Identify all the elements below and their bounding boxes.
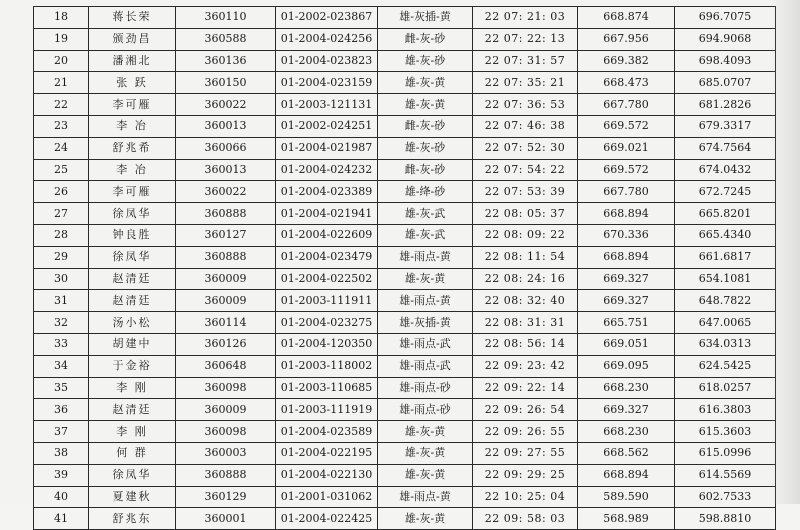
plumage-cell: 雌-灰-砂 bbox=[378, 159, 473, 181]
distance-cell: 669.327 bbox=[578, 399, 675, 421]
club-id-cell: 360588 bbox=[176, 28, 276, 50]
club-id-cell: 360098 bbox=[176, 377, 276, 399]
rank-cell: 41 bbox=[34, 508, 89, 530]
distance-cell: 669.382 bbox=[578, 50, 675, 72]
table-row bbox=[34, 399, 776, 421]
distance-cell: 668.894 bbox=[578, 464, 675, 486]
speed-cell: 602.7533 bbox=[675, 486, 776, 508]
arrival-time-cell: 22 07: 46: 38 bbox=[473, 115, 578, 137]
plumage-cell: 雄-雨点-黄 bbox=[378, 246, 473, 268]
table-row bbox=[34, 224, 776, 246]
club-id-cell: 360114 bbox=[176, 312, 276, 334]
speed-cell: 614.5569 bbox=[675, 464, 776, 486]
distance-cell: 568.989 bbox=[578, 508, 675, 530]
plumage-cell: 雄-灰-黄 bbox=[378, 72, 473, 94]
name-cell: 于金裕 bbox=[89, 355, 176, 377]
ring-number-cell: 01-2004-024256 bbox=[276, 28, 378, 50]
rank-cell: 18 bbox=[34, 7, 89, 29]
club-id-cell: 360127 bbox=[176, 224, 276, 246]
name-cell: 颁劲昌 bbox=[89, 28, 176, 50]
rank-cell: 40 bbox=[34, 486, 89, 508]
ring-number-cell: 01-2004-023823 bbox=[276, 50, 378, 72]
distance-cell: 669.327 bbox=[578, 268, 675, 290]
arrival-time-cell: 22 07: 35: 21 bbox=[473, 72, 578, 94]
table-row bbox=[34, 508, 776, 530]
arrival-time-cell: 22 07: 21: 03 bbox=[473, 7, 578, 29]
table-row bbox=[34, 268, 776, 290]
name-cell: 张 跃 bbox=[89, 72, 176, 94]
page-edge-shadow bbox=[770, 0, 800, 504]
name-cell: 徐凤华 bbox=[89, 246, 176, 268]
rank-cell: 29 bbox=[34, 246, 89, 268]
ring-number-cell: 01-2003-110685 bbox=[276, 377, 378, 399]
plumage-cell: 雄-灰-黄 bbox=[378, 268, 473, 290]
rank-cell: 23 bbox=[34, 115, 89, 137]
arrival-time-cell: 22 10: 25: 04 bbox=[473, 486, 578, 508]
plumage-cell: 雄-雨点-武 bbox=[378, 333, 473, 355]
name-cell: 潘湘北 bbox=[89, 50, 176, 72]
name-cell: 夏建秋 bbox=[89, 486, 176, 508]
table-row bbox=[34, 442, 776, 464]
distance-cell: 668.562 bbox=[578, 442, 675, 464]
distance-cell: 589.590 bbox=[578, 486, 675, 508]
distance-cell: 667.780 bbox=[578, 181, 675, 203]
ring-number-cell: 01-2003-121131 bbox=[276, 94, 378, 116]
club-id-cell: 360022 bbox=[176, 94, 276, 116]
rank-cell: 35 bbox=[34, 377, 89, 399]
club-id-cell: 360009 bbox=[176, 268, 276, 290]
name-cell: 何 群 bbox=[89, 442, 176, 464]
plumage-cell: 雌-灰-砂 bbox=[378, 28, 473, 50]
name-cell: 赵清廷 bbox=[89, 290, 176, 312]
distance-cell: 668.473 bbox=[578, 72, 675, 94]
rank-cell: 21 bbox=[34, 72, 89, 94]
speed-cell: 598.8810 bbox=[675, 508, 776, 530]
name-cell: 胡建中 bbox=[89, 333, 176, 355]
club-id-cell: 360098 bbox=[176, 421, 276, 443]
plumage-cell: 雄-雨点-武 bbox=[378, 355, 473, 377]
table-body bbox=[34, 7, 776, 530]
club-id-cell: 360003 bbox=[176, 442, 276, 464]
plumage-cell: 雄-雨点-黄 bbox=[378, 486, 473, 508]
name-cell: 李可雁 bbox=[89, 94, 176, 116]
arrival-time-cell: 22 08: 09: 22 bbox=[473, 224, 578, 246]
name-cell: 钟良胜 bbox=[89, 224, 176, 246]
arrival-time-cell: 22 07: 31: 57 bbox=[473, 50, 578, 72]
club-id-cell: 360126 bbox=[176, 333, 276, 355]
speed-cell: 615.0996 bbox=[675, 442, 776, 464]
club-id-cell: 360888 bbox=[176, 203, 276, 225]
plumage-cell: 雄-灰-黄 bbox=[378, 442, 473, 464]
plumage-cell: 雄-灰-武 bbox=[378, 203, 473, 225]
speed-cell: 654.1081 bbox=[675, 268, 776, 290]
table-row bbox=[34, 181, 776, 203]
speed-cell: 674.0432 bbox=[675, 159, 776, 181]
name-cell: 蒋长荣 bbox=[89, 7, 176, 29]
arrival-time-cell: 22 07: 53: 39 bbox=[473, 181, 578, 203]
distance-cell: 669.051 bbox=[578, 333, 675, 355]
name-cell: 赵清廷 bbox=[89, 268, 176, 290]
arrival-time-cell: 22 08: 24: 16 bbox=[473, 268, 578, 290]
arrival-time-cell: 22 09: 26: 55 bbox=[473, 421, 578, 443]
arrival-time-cell: 22 09: 29: 25 bbox=[473, 464, 578, 486]
table-row bbox=[34, 50, 776, 72]
club-id-cell: 360888 bbox=[176, 246, 276, 268]
ring-number-cell: 01-2003-118002 bbox=[276, 355, 378, 377]
arrival-time-cell: 22 09: 27: 55 bbox=[473, 442, 578, 464]
name-cell: 李 冶 bbox=[89, 159, 176, 181]
speed-cell: 665.4340 bbox=[675, 224, 776, 246]
name-cell: 李 刚 bbox=[89, 377, 176, 399]
rank-cell: 39 bbox=[34, 464, 89, 486]
club-id-cell: 360648 bbox=[176, 355, 276, 377]
arrival-time-cell: 22 09: 26: 54 bbox=[473, 399, 578, 421]
ring-number-cell: 01-2004-023479 bbox=[276, 246, 378, 268]
plumage-cell: 雄-灰插-黄 bbox=[378, 312, 473, 334]
speed-cell: 624.5425 bbox=[675, 355, 776, 377]
arrival-time-cell: 22 08: 31: 31 bbox=[473, 312, 578, 334]
rank-cell: 25 bbox=[34, 159, 89, 181]
name-cell: 舒兆东 bbox=[89, 508, 176, 530]
table-row bbox=[34, 115, 776, 137]
arrival-time-cell: 22 09: 22: 14 bbox=[473, 377, 578, 399]
ring-number-cell: 01-2001-031062 bbox=[276, 486, 378, 508]
distance-cell: 669.327 bbox=[578, 290, 675, 312]
arrival-time-cell: 22 08: 56: 14 bbox=[473, 333, 578, 355]
rank-cell: 37 bbox=[34, 421, 89, 443]
speed-cell: 694.9068 bbox=[675, 28, 776, 50]
name-cell: 舒兆希 bbox=[89, 137, 176, 159]
rank-cell: 20 bbox=[34, 50, 89, 72]
table-row bbox=[34, 7, 776, 29]
plumage-cell: 雄-灰-黄 bbox=[378, 421, 473, 443]
ring-number-cell: 01-2003-111911 bbox=[276, 290, 378, 312]
arrival-time-cell: 22 09: 58: 03 bbox=[473, 508, 578, 530]
distance-cell: 669.572 bbox=[578, 159, 675, 181]
name-cell: 徐凤华 bbox=[89, 203, 176, 225]
club-id-cell: 360129 bbox=[176, 486, 276, 508]
distance-cell: 667.780 bbox=[578, 94, 675, 116]
distance-cell: 668.894 bbox=[578, 203, 675, 225]
table-row bbox=[34, 94, 776, 116]
rank-cell: 38 bbox=[34, 442, 89, 464]
club-id-cell: 360009 bbox=[176, 290, 276, 312]
ring-number-cell: 01-2004-022195 bbox=[276, 442, 378, 464]
name-cell: 李可雁 bbox=[89, 181, 176, 203]
ring-number-cell: 01-2002-023867 bbox=[276, 7, 378, 29]
ring-number-cell: 01-2004-022130 bbox=[276, 464, 378, 486]
distance-cell: 670.336 bbox=[578, 224, 675, 246]
speed-cell: 672.7245 bbox=[675, 181, 776, 203]
club-id-cell: 360110 bbox=[176, 7, 276, 29]
speed-cell: 648.7822 bbox=[675, 290, 776, 312]
speed-cell: 615.3603 bbox=[675, 421, 776, 443]
distance-cell: 665.751 bbox=[578, 312, 675, 334]
table-row bbox=[34, 333, 776, 355]
speed-cell: 616.3803 bbox=[675, 399, 776, 421]
distance-cell: 667.956 bbox=[578, 28, 675, 50]
ring-number-cell: 01-2003-111919 bbox=[276, 399, 378, 421]
rank-cell: 26 bbox=[34, 181, 89, 203]
speed-cell: 634.0313 bbox=[675, 333, 776, 355]
table-row bbox=[34, 246, 776, 268]
rank-cell: 28 bbox=[34, 224, 89, 246]
table-row bbox=[34, 28, 776, 50]
arrival-time-cell: 22 07: 36: 53 bbox=[473, 94, 578, 116]
rank-cell: 24 bbox=[34, 137, 89, 159]
speed-cell: 698.4093 bbox=[675, 50, 776, 72]
ring-number-cell: 01-2004-023389 bbox=[276, 181, 378, 203]
rank-cell: 30 bbox=[34, 268, 89, 290]
club-id-cell: 360022 bbox=[176, 181, 276, 203]
name-cell: 赵清廷 bbox=[89, 399, 176, 421]
club-id-cell: 360066 bbox=[176, 137, 276, 159]
club-id-cell: 360136 bbox=[176, 50, 276, 72]
table-row bbox=[34, 312, 776, 334]
name-cell: 李 冶 bbox=[89, 115, 176, 137]
rank-cell: 34 bbox=[34, 355, 89, 377]
speed-cell: 661.6817 bbox=[675, 246, 776, 268]
ring-number-cell: 01-2004-021941 bbox=[276, 203, 378, 225]
plumage-cell: 雄-雨点-砂 bbox=[378, 377, 473, 399]
speed-cell: 685.0707 bbox=[675, 72, 776, 94]
distance-cell: 668.230 bbox=[578, 377, 675, 399]
club-id-cell: 360150 bbox=[176, 72, 276, 94]
table-row bbox=[34, 159, 776, 181]
club-id-cell: 360013 bbox=[176, 159, 276, 181]
table-row bbox=[34, 421, 776, 443]
ring-number-cell: 01-2004-024232 bbox=[276, 159, 378, 181]
table-row bbox=[34, 137, 776, 159]
club-id-cell: 360001 bbox=[176, 508, 276, 530]
arrival-time-cell: 22 08: 32: 40 bbox=[473, 290, 578, 312]
ring-number-cell: 01-2004-023159 bbox=[276, 72, 378, 94]
speed-cell: 665.8201 bbox=[675, 203, 776, 225]
table-row bbox=[34, 486, 776, 508]
race-results-table bbox=[33, 6, 776, 530]
arrival-time-cell: 22 07: 22: 13 bbox=[473, 28, 578, 50]
table-row bbox=[34, 355, 776, 377]
table-row bbox=[34, 290, 776, 312]
plumage-cell: 雌-灰-砂 bbox=[378, 115, 473, 137]
distance-cell: 669.095 bbox=[578, 355, 675, 377]
ring-number-cell: 01-2004-021987 bbox=[276, 137, 378, 159]
speed-cell: 618.0257 bbox=[675, 377, 776, 399]
table-row bbox=[34, 464, 776, 486]
ring-number-cell: 01-2004-023275 bbox=[276, 312, 378, 334]
plumage-cell: 雄-灰插-黄 bbox=[378, 7, 473, 29]
rank-cell: 32 bbox=[34, 312, 89, 334]
speed-cell: 674.7564 bbox=[675, 137, 776, 159]
name-cell: 李 刚 bbox=[89, 421, 176, 443]
ring-number-cell: 01-2004-120350 bbox=[276, 333, 378, 355]
ring-number-cell: 01-2004-022609 bbox=[276, 224, 378, 246]
plumage-cell: 雄-灰-黄 bbox=[378, 508, 473, 530]
rank-cell: 27 bbox=[34, 203, 89, 225]
speed-cell: 681.2826 bbox=[675, 94, 776, 116]
plumage-cell: 雄-灰-武 bbox=[378, 224, 473, 246]
rank-cell: 19 bbox=[34, 28, 89, 50]
plumage-cell: 雄-雨点-黄 bbox=[378, 290, 473, 312]
plumage-cell: 雄-雨点-砂 bbox=[378, 399, 473, 421]
speed-cell: 679.3317 bbox=[675, 115, 776, 137]
ring-number-cell: 01-2004-022425 bbox=[276, 508, 378, 530]
distance-cell: 668.894 bbox=[578, 246, 675, 268]
distance-cell: 668.230 bbox=[578, 421, 675, 443]
plumage-cell: 雄-灰-黄 bbox=[378, 94, 473, 116]
name-cell: 徐凤华 bbox=[89, 464, 176, 486]
plumage-cell: 雄-灰-砂 bbox=[378, 137, 473, 159]
name-cell: 汤小松 bbox=[89, 312, 176, 334]
table-row bbox=[34, 377, 776, 399]
arrival-time-cell: 22 07: 52: 30 bbox=[473, 137, 578, 159]
ring-number-cell: 01-2004-023589 bbox=[276, 421, 378, 443]
rank-cell: 31 bbox=[34, 290, 89, 312]
rank-cell: 33 bbox=[34, 333, 89, 355]
plumage-cell: 雄-绛-砂 bbox=[378, 181, 473, 203]
plumage-cell: 雄-灰-砂 bbox=[378, 50, 473, 72]
table-row bbox=[34, 203, 776, 225]
rank-cell: 22 bbox=[34, 94, 89, 116]
distance-cell: 669.572 bbox=[578, 115, 675, 137]
distance-cell: 668.874 bbox=[578, 7, 675, 29]
distance-cell: 669.021 bbox=[578, 137, 675, 159]
rank-cell: 36 bbox=[34, 399, 89, 421]
arrival-time-cell: 22 07: 54: 22 bbox=[473, 159, 578, 181]
speed-cell: 696.7075 bbox=[675, 7, 776, 29]
arrival-time-cell: 22 08: 11: 54 bbox=[473, 246, 578, 268]
club-id-cell: 360009 bbox=[176, 399, 276, 421]
club-id-cell: 360013 bbox=[176, 115, 276, 137]
plumage-cell: 雄-灰-黄 bbox=[378, 464, 473, 486]
club-id-cell: 360888 bbox=[176, 464, 276, 486]
speed-cell: 647.0065 bbox=[675, 312, 776, 334]
ring-number-cell: 01-2004-022502 bbox=[276, 268, 378, 290]
ring-number-cell: 01-2002-024251 bbox=[276, 115, 378, 137]
table-row bbox=[34, 72, 776, 94]
arrival-time-cell: 22 09: 23: 42 bbox=[473, 355, 578, 377]
arrival-time-cell: 22 08: 05: 37 bbox=[473, 203, 578, 225]
